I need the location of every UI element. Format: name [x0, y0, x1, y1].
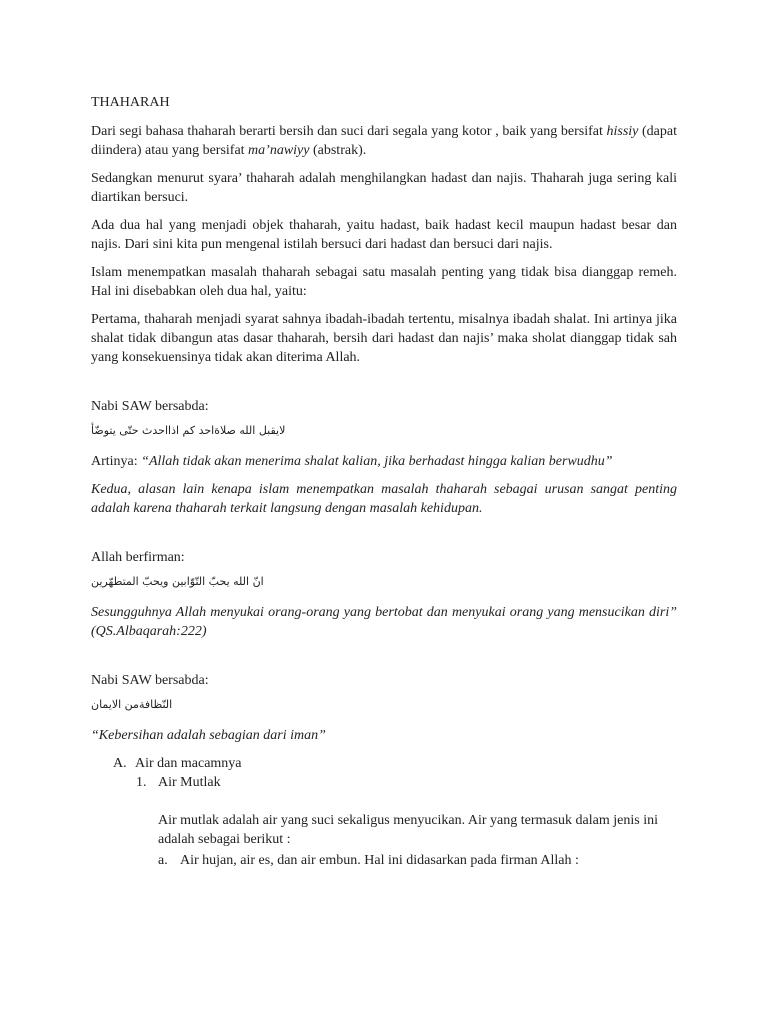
document-title: THAHARAH	[91, 95, 170, 110]
list-item-a	[91, 754, 677, 773]
hadith2-arabic: النّظافةمن الايمان	[91, 698, 173, 711]
paragraph-importance: Islam menempatkan masalah thaharah sebagai satu masalah penting yang tidak bisa dianggap remeh. Hal ini disebabkan oleh dua hal, yaitu:	[91, 265, 677, 299]
paragraph-definition-syara: Sedangkan menurut syara’ thaharah adalah menghilangkan hadast dan najis. Thaharah juga sering kali diartikan bersuci.	[91, 171, 677, 205]
term-hissiy: hissiy	[606, 124, 639, 139]
hadith2-translation: “Kebersihan adalah sebagian dari iman”	[91, 728, 326, 743]
list-label-a: Air dan macamnya	[135, 756, 242, 771]
hadith2-intro: Nabi SAW bersabda:	[91, 673, 209, 688]
translation-text: “Allah tidak akan menerima shalat kalian, jika berhadast hingga kalian berwudhu”	[141, 454, 613, 469]
list-item-1	[91, 773, 677, 792]
verse-translation: Sesungguhnya Allah menyukai orang-orang yang bertobat dan menyukai orang yang mensucikan diri” (QS.Albaqarah:222)	[91, 605, 677, 639]
document-body	[91, 93, 677, 870]
list-label-1: Air Mutlak	[158, 775, 221, 790]
list-item-1-body: Air mutlak adalah air yang suci sekaligus menyucikan. Air yang termasuk dalam jenis ini adalah sebagai berikut :	[158, 813, 658, 847]
spacer	[91, 641, 677, 671]
verse-intro: Allah berfirman:	[91, 550, 185, 565]
spacer	[91, 367, 677, 397]
list-item-sub-a	[91, 851, 677, 870]
term-manawiyy: ma’nawiyy	[248, 143, 310, 158]
p1-text-2: (dapat diindera) atau yang bersifat	[91, 124, 677, 158]
hadith1-arabic: لايقبل الله صلاةاحد كم اذااحدث حتّى يتوضّأ	[91, 424, 286, 437]
spacer	[91, 518, 677, 548]
list-label-sub-a: Air hujan, air es, dan air embun. Hal ini didasarkan pada firman Allah :	[180, 853, 579, 868]
list-marker-a: A.	[113, 756, 127, 771]
p1-text-3: (abstrak).	[309, 143, 367, 158]
list-marker-1: 1.	[136, 775, 147, 790]
p1-text-1: Dari segi bahasa thaharah berarti bersih dan suci dari segala yang kotor , baik yang bersifat	[91, 124, 607, 139]
paragraph-objects: Ada dua hal yang menjadi objek thaharah, yaitu hadast, baik hadast kecil maupun hadast besar dan najis. Dari sini kita pun mengenal istilah bersuci dari hadast dan bersuci dari najis.	[91, 218, 677, 252]
hadith1-translation	[91, 452, 677, 471]
verse-arabic: انّ الله يحبّ التّوّابين ويحبّ المتطهّرين	[91, 575, 264, 588]
paragraph-first-reason: Pertama, thaharah menjadi syarat sahnya ibadah-ibadah tertentu, misalnya ibadah shalat. Ini artinya jika shalat tidak dibangun atas dasar thaharah, bersih dari hadast dan najis’ maka sholat dianggap tidak sah yang konsekuensinya tidak akan diterima Allah.	[91, 312, 677, 365]
list-marker-sub-a: a.	[158, 853, 168, 868]
paragraph-second-reason: Kedua, alasan lain kenapa islam menempatkan masalah thaharah sebagai urusan sangat penting adalah karena thaharah terkait langsung dengan masalah kehidupan.	[91, 482, 677, 516]
translation-label: Artinya:	[91, 454, 142, 469]
paragraph-definition-language	[91, 122, 677, 160]
hadith1-intro: Nabi SAW bersabda:	[91, 399, 209, 414]
